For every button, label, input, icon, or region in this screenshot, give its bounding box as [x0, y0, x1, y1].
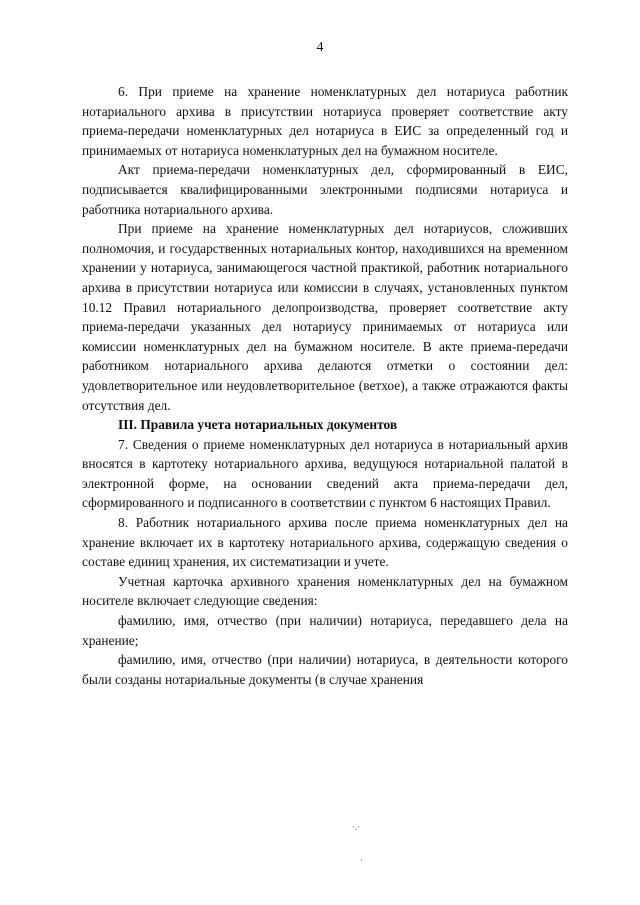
scan-mark: · — [360, 855, 363, 865]
paragraph-7: 7. Сведения о приеме номенклатурных дел нотариуса в нотариальный архив вносятся в картотеку нотариального архива, ведущуюся нотариальной палатой в электронной форме, на основании сведений акта приема-передачи дел, сформированного и подписанного в соответствии с пунктом 6 настоящих Правил. — [82, 436, 568, 511]
paragraph-6: 6. При приеме на хранение номенклатурных дел нотариуса работник нотариального архива в присутствии нотариуса проверяет соответствие акту приема-передачи номенклатурных дел нотариуса в ЕИС за определенный год и принимаемых от нотариуса номенклатурных дел на бумажном носителе. — [82, 84, 568, 158]
page-number: 4 — [316, 40, 324, 55]
scan-mark: ·.· — [352, 822, 361, 832]
paragraph-8: 8. Работник нотариального архива после приема номенклатурных дел на хранение включает их в картотеку нотариального архива, содержащую сведения о составе единиц хранения, их систематизации и учете. — [82, 515, 568, 570]
document-body — [82, 82, 568, 689]
paragraph-item-2: фамилию, имя, отчество (при наличии) нотариуса, в деятельности которого были созданы нотариальные документы (в случае хранения — [82, 652, 568, 687]
paragraph-item-1: фамилию, имя, отчество (при наличии) нотариуса, передавшего дела на хранение; — [82, 613, 568, 648]
section-heading: III. Правила учета нотариальных документов — [118, 417, 398, 433]
paragraph-act: Акт приема-передачи номенклатурных дел, сформированный в ЕИС, подписывается квалифицированными электронными подписями нотариуса и работника нотариального архива. — [82, 162, 568, 217]
paragraph-retired-notaries: При приеме на хранение номенклатурных дел нотариусов, сложивших полномочия, и государственных нотариальных контор, находившихся на временном хранении у нотариуса, занимающегося частной практикой, работник нотариального архива в присутствии нотариуса или комиссии в случаях, установленных пунктом 10.12 Правил нотариального делопроизводства, проверяет соответствие акту приема-передачи указанных дел нотариусу принимаемых от нотариуса или комиссии номенклатурных дел на бумажном носителе. В акте приема-передачи работником нотариального архива делаются отметки о состоянии дел: удовлетворительное или неудовлетворительное (ветхое), а также отражаются факты отсутствия дел. — [82, 221, 568, 413]
paragraph-card: Учетная карточка архивного хранения номенклатурных дел на бумажном носителе включает следующие сведения: — [82, 573, 568, 609]
